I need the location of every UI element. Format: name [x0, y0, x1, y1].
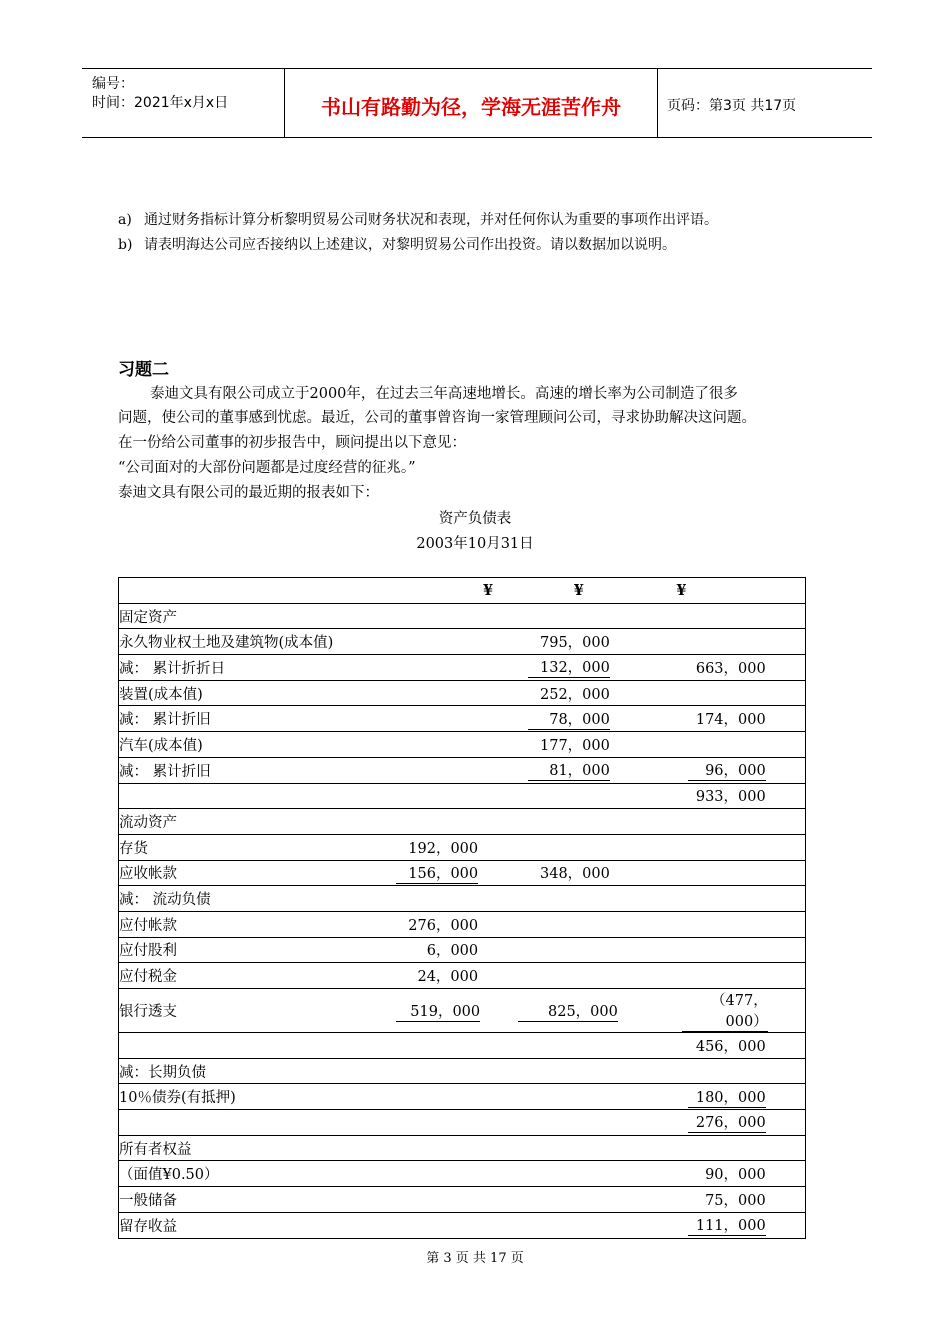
- row-value-c2: [518, 1058, 638, 1084]
- row-value-c2: [518, 937, 638, 963]
- row-value-c3: [638, 1161, 806, 1187]
- table-row: [119, 1161, 806, 1187]
- row-value-c2: [518, 1084, 638, 1110]
- table-row: [119, 860, 806, 886]
- table-row: [119, 1058, 806, 1084]
- row-label: 汽车(成本值): [119, 732, 389, 758]
- row-value-c1: [388, 757, 518, 783]
- table-row: [119, 1110, 806, 1136]
- table-row: [119, 603, 806, 629]
- table-row: [119, 1033, 806, 1059]
- currency-col-1: ¥: [482, 581, 494, 599]
- paragraph-line-2: 问题，使公司的董事感到忧虑。最近，公司的董事曾咨询一家管理顾问公司，寻求协助解决这问题。: [118, 410, 756, 426]
- row-label: 留存收益: [119, 1212, 389, 1238]
- header-motto-cell: [284, 69, 658, 137]
- question-b: [118, 234, 676, 254]
- table-row: [119, 706, 806, 732]
- cell-value: 348，000: [540, 866, 610, 883]
- section-title: 习题二: [118, 360, 169, 380]
- row-value-c3: [638, 860, 806, 886]
- row-value-c1: [388, 1212, 518, 1238]
- table-row: [119, 989, 806, 1033]
- statement-date: 2003年10月31日: [416, 536, 534, 552]
- row-value-c2: [518, 1135, 638, 1161]
- row-value-c3: [638, 655, 806, 681]
- row-value-c1: [388, 834, 518, 860]
- row-value-c2: [518, 1033, 638, 1059]
- document-number: 编号：: [92, 76, 134, 92]
- table-row: [119, 1187, 806, 1213]
- row-label: 流动资产: [119, 809, 389, 835]
- row-value-c2: [518, 860, 638, 886]
- cell-value: 663，000: [695, 660, 766, 677]
- cell-value: 795，000: [540, 635, 610, 652]
- cell-value: 933，000: [695, 789, 766, 806]
- table-row: [119, 911, 806, 937]
- row-value-c3: [638, 757, 806, 783]
- row-value-c3: [638, 1187, 806, 1213]
- header-meta: [82, 69, 284, 137]
- question-a-text: 通过财务指标计算分析黎明贸易公司财务状况和表现，并对任何你认为重要的事项作出评语。: [144, 212, 718, 228]
- row-label: 永久物业权土地及建筑物(成本值): [119, 629, 389, 655]
- row-value-c1: [388, 1084, 518, 1110]
- cell-value: 78，000: [528, 708, 610, 730]
- row-value-c3: [638, 963, 806, 989]
- table-row: [119, 629, 806, 655]
- row-value-c2: [518, 809, 638, 835]
- row-value-c2: [518, 1187, 638, 1213]
- cell-value: 111，000: [688, 1214, 766, 1236]
- row-value-c2: [518, 834, 638, 860]
- row-value-c3: [638, 783, 806, 809]
- header-page-cell: [657, 69, 872, 137]
- row-value-c1: [388, 1161, 518, 1187]
- cell-value: （477，000）: [682, 989, 768, 1032]
- currency-col-3: ¥: [676, 581, 687, 599]
- balance-sheet-table: [118, 577, 806, 1239]
- table-row: [119, 680, 806, 706]
- cell-value: 252，000: [540, 686, 610, 703]
- row-value-c1: [388, 1033, 518, 1059]
- row-value-c1: [388, 629, 518, 655]
- row-value-c1: [388, 937, 518, 963]
- row-label: 装置(成本值): [119, 680, 389, 706]
- row-value-c2: [518, 603, 638, 629]
- row-value-c1: [388, 732, 518, 758]
- cell-value: 90，000: [705, 1167, 766, 1184]
- paragraph-line-1: 泰迪文具有限公司成立于2000年，在过去三年高速地增长。高速的增长率为公司制造了很多: [150, 386, 738, 402]
- row-value-c1: [388, 1058, 518, 1084]
- row-value-c1: [388, 1110, 518, 1136]
- cell-value: 519，000: [396, 1000, 480, 1022]
- table-row: [119, 937, 806, 963]
- row-value-c2: [518, 732, 638, 758]
- document-time: 时间：2021年x月x日: [92, 95, 229, 111]
- question-a-label: a): [118, 212, 132, 228]
- table-row: [119, 834, 806, 860]
- page-indicator: 页码：第3页 共17页: [667, 98, 797, 114]
- table-header-label: [119, 578, 389, 604]
- cell-value: 276，000: [688, 1111, 766, 1133]
- paragraph-line-3: 在一份给公司董事的初步报告中，顾问提出以下意见：: [118, 435, 466, 451]
- cell-value: 96，000: [688, 759, 766, 781]
- row-value-c3: [638, 680, 806, 706]
- row-value-c1: [388, 860, 518, 886]
- cell-value: 81，000: [528, 759, 610, 781]
- row-label: 银行透支: [119, 989, 389, 1033]
- table-row: [119, 1212, 806, 1238]
- row-value-c2: [518, 680, 638, 706]
- page-header: [82, 68, 872, 138]
- row-label: 10％债券(有抵押): [119, 1084, 389, 1110]
- currency-col-2: ¥: [573, 581, 584, 599]
- row-value-c1: [388, 783, 518, 809]
- row-value-c3: [638, 1058, 806, 1084]
- row-value-c2: [518, 783, 638, 809]
- row-value-c2: [518, 963, 638, 989]
- row-label: [119, 1033, 389, 1059]
- table-row: [119, 886, 806, 912]
- row-label: [119, 1110, 389, 1136]
- table-row: [119, 655, 806, 681]
- cell-value: 192，000: [408, 840, 479, 857]
- cell-value: 174，000: [695, 712, 766, 729]
- row-value-c3: [638, 1084, 806, 1110]
- row-value-c2: [518, 706, 638, 732]
- row-label: 应收帐款: [119, 860, 389, 886]
- row-value-c2: [518, 1110, 638, 1136]
- row-value-c1: [388, 886, 518, 912]
- paragraph-quote: “公司面对的大部份问题都是过度经营的征兆。”: [118, 460, 416, 476]
- cell-value: 177，000: [540, 737, 610, 754]
- row-value-c3: [638, 1033, 806, 1059]
- row-value-c2: [518, 629, 638, 655]
- cell-value: 276，000: [408, 917, 479, 934]
- table-row: [119, 809, 806, 835]
- statement-title: 资产负债表: [438, 511, 512, 527]
- row-value-c1: [388, 963, 518, 989]
- cell-value: 132，000: [528, 656, 610, 678]
- question-b-text: 请表明海达公司应否接纳以上述建议，对黎明贸易公司作出投资。请以数据加以说明。: [144, 237, 676, 253]
- row-label: 固定资产: [119, 603, 389, 629]
- row-value-c1: [388, 706, 518, 732]
- cell-value: 75，000: [705, 1192, 766, 1209]
- row-label: 减：长期负债: [119, 1058, 389, 1084]
- table-row: [119, 963, 806, 989]
- row-value-c3: [638, 732, 806, 758]
- paragraph-line-5: 泰迪文具有限公司的最近期的报表如下：: [118, 485, 379, 501]
- cell-value: 825，000: [518, 1000, 618, 1022]
- row-label: 减： 累计折折日: [119, 655, 389, 681]
- row-value-c1: [388, 655, 518, 681]
- row-value-c1: [388, 911, 518, 937]
- table-row: [119, 1135, 806, 1161]
- row-value-c2: [518, 911, 638, 937]
- row-label: 减： 累计折旧: [119, 757, 389, 783]
- row-label: 所有者权益: [119, 1135, 389, 1161]
- row-label: 应付帐款: [119, 911, 389, 937]
- cell-value: 180，000: [688, 1086, 766, 1108]
- table-header-row: [119, 578, 806, 604]
- question-b-label: b): [118, 237, 133, 253]
- row-value-c1: [388, 680, 518, 706]
- row-value-c3: [638, 834, 806, 860]
- page-footer: 第 3 页 共 17 页: [426, 1251, 524, 1266]
- row-value-c2: [518, 989, 638, 1033]
- row-label: 减： 累计折旧: [119, 706, 389, 732]
- row-label: （面值¥0.50）: [119, 1161, 389, 1187]
- row-value-c1: [388, 989, 518, 1033]
- row-label: 一般储备: [119, 1187, 389, 1213]
- row-value-c2: [518, 1161, 638, 1187]
- row-value-c3: [638, 603, 806, 629]
- row-value-c1: [388, 809, 518, 835]
- row-value-c1: [388, 1135, 518, 1161]
- row-value-c3: [638, 1110, 806, 1136]
- row-label: [119, 783, 389, 809]
- cell-value: 156，000: [396, 862, 478, 884]
- row-value-c1: [388, 1187, 518, 1213]
- table-row: [119, 757, 806, 783]
- row-value-c3: [638, 886, 806, 912]
- row-value-c3: [638, 706, 806, 732]
- row-value-c3: [638, 1212, 806, 1238]
- table-row: [119, 783, 806, 809]
- cell-value: 6，000: [426, 943, 479, 960]
- table-row: [119, 1084, 806, 1110]
- row-value-c3: [638, 911, 806, 937]
- row-value-c3: [638, 629, 806, 655]
- row-value-c3: [638, 937, 806, 963]
- table-row: [119, 732, 806, 758]
- row-value-c3: [638, 809, 806, 835]
- row-label: 应付股利: [119, 937, 389, 963]
- row-label: 存货: [119, 834, 389, 860]
- row-value-c2: [518, 655, 638, 681]
- row-label: 减： 流动负债: [119, 886, 389, 912]
- row-value-c2: [518, 1212, 638, 1238]
- cell-value: 24，000: [417, 969, 479, 986]
- row-value-c1: [388, 603, 518, 629]
- cell-value: 456，000: [695, 1038, 766, 1055]
- row-value-c2: [518, 757, 638, 783]
- row-value-c3: [638, 989, 806, 1033]
- row-value-c2: [518, 886, 638, 912]
- question-a: [118, 209, 718, 229]
- row-value-c3: [638, 1135, 806, 1161]
- row-label: 应付税金: [119, 963, 389, 989]
- motto: 书山有路勤为径，学海无涯苦作舟: [321, 95, 621, 119]
